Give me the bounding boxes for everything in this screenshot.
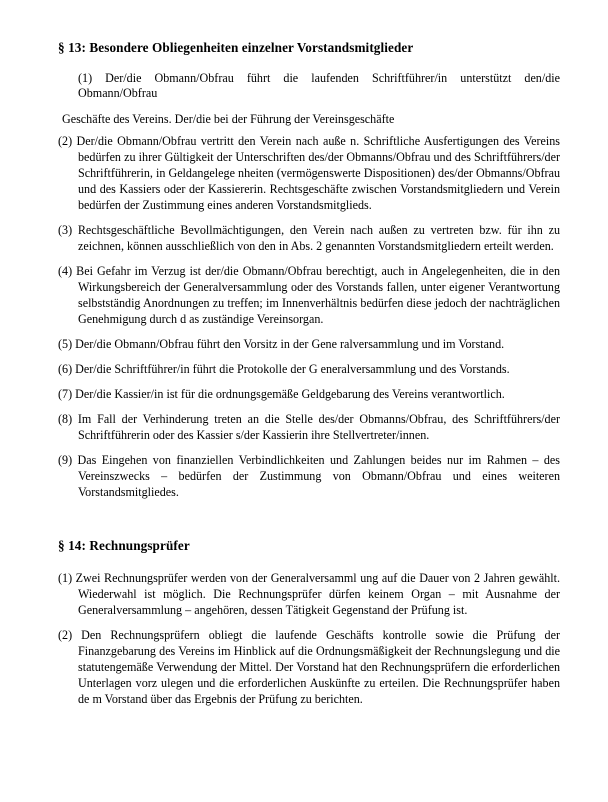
paragraph-14-1: (1) Zwei Rechnungsprüfer werden von der Generalversamml ung auf die Dauer von 2 Jahren gewählt. Wiederwahl ist möglich. Die Rechnungsprüfer dürfen keinem Organ – mit Ausnahme der Generalversammlung – angehören, dessen Tätigkeit Gegenstand der Prüfung ist. xyxy=(58,570,560,617)
paragraph-13-3: (3) Rechtsgeschäftliche Bevollmächtigungen, den Verein nach außen zu vertreten bzw. für ihn zu zeichnen, können ausschließlich von den in Abs. 2 genannten Vorstandsmitgliedern erteilt werden. xyxy=(58,223,560,254)
paragraph-13-4: (4) Bei Gefahr im Verzug ist der/die Obmann/Obfrau berechtigt, auch in Angelegenheiten, die in den Wirkungsbereich der Generalversammlung oder des Vorstands fallen, unter eigener Verantwortung selbstständig Anordnungen zu treffen; im Innenverhältnis bedürfen diese jedoch der nachträglichen Genehmigung durch d as zuständige Vereinsorgan. xyxy=(58,264,560,326)
paragraph-13-5: (5) Der/die Obmann/Obfrau führt den Vorsitz in der Gene ralversammlung und im Vorstand. xyxy=(58,336,505,351)
section-heading-13: § 13: Besondere Obliegenheiten einzelner Vorstandsmitglieder xyxy=(58,40,414,55)
paragraph-13-6: (6) Der/die Schriftführer/in führt die Protokolle der G eneralversammlung und des Vorstands. xyxy=(58,361,510,376)
section-heading-14: § 14: Rechnungsprüfer xyxy=(58,538,190,554)
paragraph-13-1-continuation: Geschäfte des Vereins. Der/die bei der Führung der Vereinsgeschäfte xyxy=(62,112,395,127)
paragraph-14-2: (2) Den Rechnungsprüfern obliegt die laufende Geschäfts kontrolle sowie die Prüfung der Finanzgebarung des Vereins im Hinblick auf die Ordnungsmäßigkeit der Rechnungslegung und die statutengemäße Verwendung der Mittel. Der Vorstand hat den Rechnungsprüfern die erforderlichen Unterlagen vorz ulegen und die erforderlichen Auskünfte zu erteilen. Die Rechnungsprüfer haben de m Vorstand über das Ergebnis der Prüfung zu berichten. xyxy=(58,627,560,706)
paragraph-13-9: (9) Das Eingehen von finanziellen Verbindlichkeiten und Zahlungen beides nur im Rahmen – des Vereinszwecks – bedürfen der Zustimmung von Obmann/Obfrau und eines weiteren Vorstandsmitgliedes. xyxy=(58,452,560,499)
paragraph-13-1: (1) Der/die Obmann/Obfrau führt die laufenden Schriftführer/in unterstützt den/die Obmann/Obfrau xyxy=(78,70,560,101)
paragraph-13-2: (2) Der/die Obmann/Obfrau vertritt den Verein nach auße n. Schriftliche Ausfertigungen des Vereins bedürfen zu ihrer Gültigkeit der Unterschriften des/der Obmanns/Obfrau und des Schriftführers/der Schriftführerin, in Geldangelege nheiten (vermögenswerte Dispositionen) des/der Obmanns/Obfrau und des Kassiers oder der Kassiererin. Rechtsgeschäfte zwischen Vorstandsmitgliedern und Verein bedürfen der Zustimmung eines anderen Vorstandsmitglieds. xyxy=(58,134,560,213)
paragraph-13-7: (7) Der/die Kassier/in ist für die ordnungsgemäße Geldgebarung des Vereins verantwortlich. xyxy=(58,386,505,401)
paragraph-13-8: (8) Im Fall der Verhinderung treten an die Stelle des/der Obmanns/Obfrau, des Schriftführers/der Schriftführerin oder des Kassier s/der Kassierin ihre Stellvertreter/innen. xyxy=(58,411,560,442)
